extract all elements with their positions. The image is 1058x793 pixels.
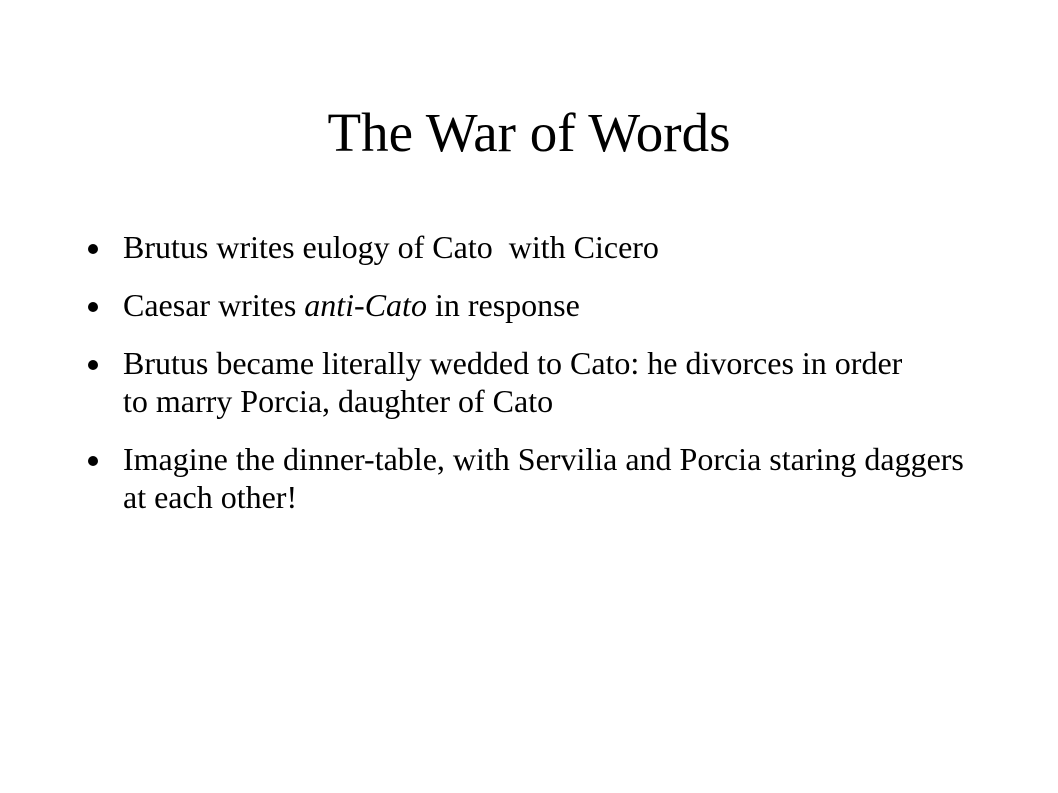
bullet-dot-icon [88,302,98,312]
bullet-text-after: in response [426,287,580,323]
bullet-list [88,228,1028,536]
bullet-text: Brutus writes eulogy of Cato with Cicero [123,229,659,265]
bullet-text [123,286,1028,324]
bullet-item [88,286,1028,324]
bullet-item [88,228,1028,266]
bullet-item [88,344,1028,420]
bullet-text-italic: anti-Cato [304,287,427,323]
bullet-item [88,440,1028,516]
bullet-dot-icon [88,360,98,370]
bullet-text-before: Caesar writes [123,287,305,323]
bullet-dot-icon [88,456,98,466]
slide-title: The War of Words [327,102,731,163]
bullet-dot-icon [88,244,98,254]
bullet-text: Imagine the dinner-table, with Servilia and Porcia staring daggers at each other! [123,441,964,515]
bullet-text: Brutus became literally wedded to Cato: he divorces in order to marry Porcia, daughter of Cato [123,345,903,419]
